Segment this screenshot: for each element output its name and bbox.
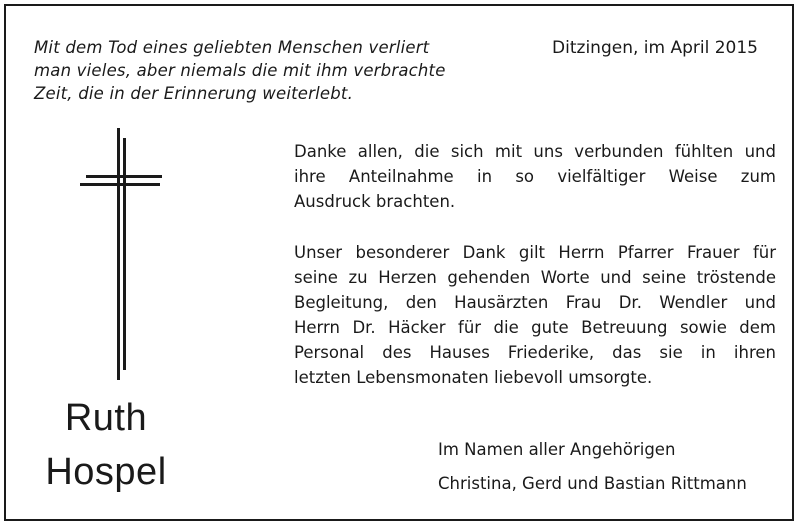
thanks-paragraph-2 — [294, 240, 776, 390]
place-date: Ditzingen, im April 2015 — [552, 38, 758, 58]
text-line: ihre Anteilnahme in so vielfältiger Weise zum — [294, 167, 776, 186]
text-line: Personal des Hauses Friederike, das sie in ihren — [294, 343, 776, 362]
signature-names: Christina, Gerd und Bastian Rittmann — [438, 474, 747, 493]
cross-icon — [76, 128, 171, 380]
text-line: Herrn Dr. Häcker für die gute Betreuung sowie dem — [294, 318, 776, 337]
text-line: Begleitung, den Hausärzten Frau Dr. Wendler und — [294, 293, 776, 312]
text-line: Ausdruck brachten. — [294, 192, 456, 211]
text-line: Danke allen, die sich mit uns verbunden fühlten und — [294, 142, 776, 161]
signature-intro: Im Namen aller Angehörigen — [438, 440, 676, 459]
quote-line: Mit dem Tod eines geliebten Menschen verliert — [34, 38, 430, 57]
text-line: letzten Lebensmonaten liebevoll umsorgte. — [294, 368, 653, 387]
deceased-first-name: Ruth — [64, 397, 148, 439]
text-line: Unser besonderer Dank gilt Herrn Pfarrer Frauer für — [294, 243, 776, 262]
text-line: seine zu Herzen gehenden Worte und seine tröstende — [294, 268, 776, 287]
memorial-quote — [34, 36, 504, 105]
obituary-frame — [4, 4, 794, 521]
deceased-last-name: Hospel — [45, 451, 167, 493]
thanks-paragraph-1 — [294, 139, 776, 214]
quote-line: Zeit, die in der Erinnerung weiterlebt. — [34, 84, 354, 103]
quote-line: man vieles, aber niemals die mit ihm verbrachte — [34, 61, 446, 80]
